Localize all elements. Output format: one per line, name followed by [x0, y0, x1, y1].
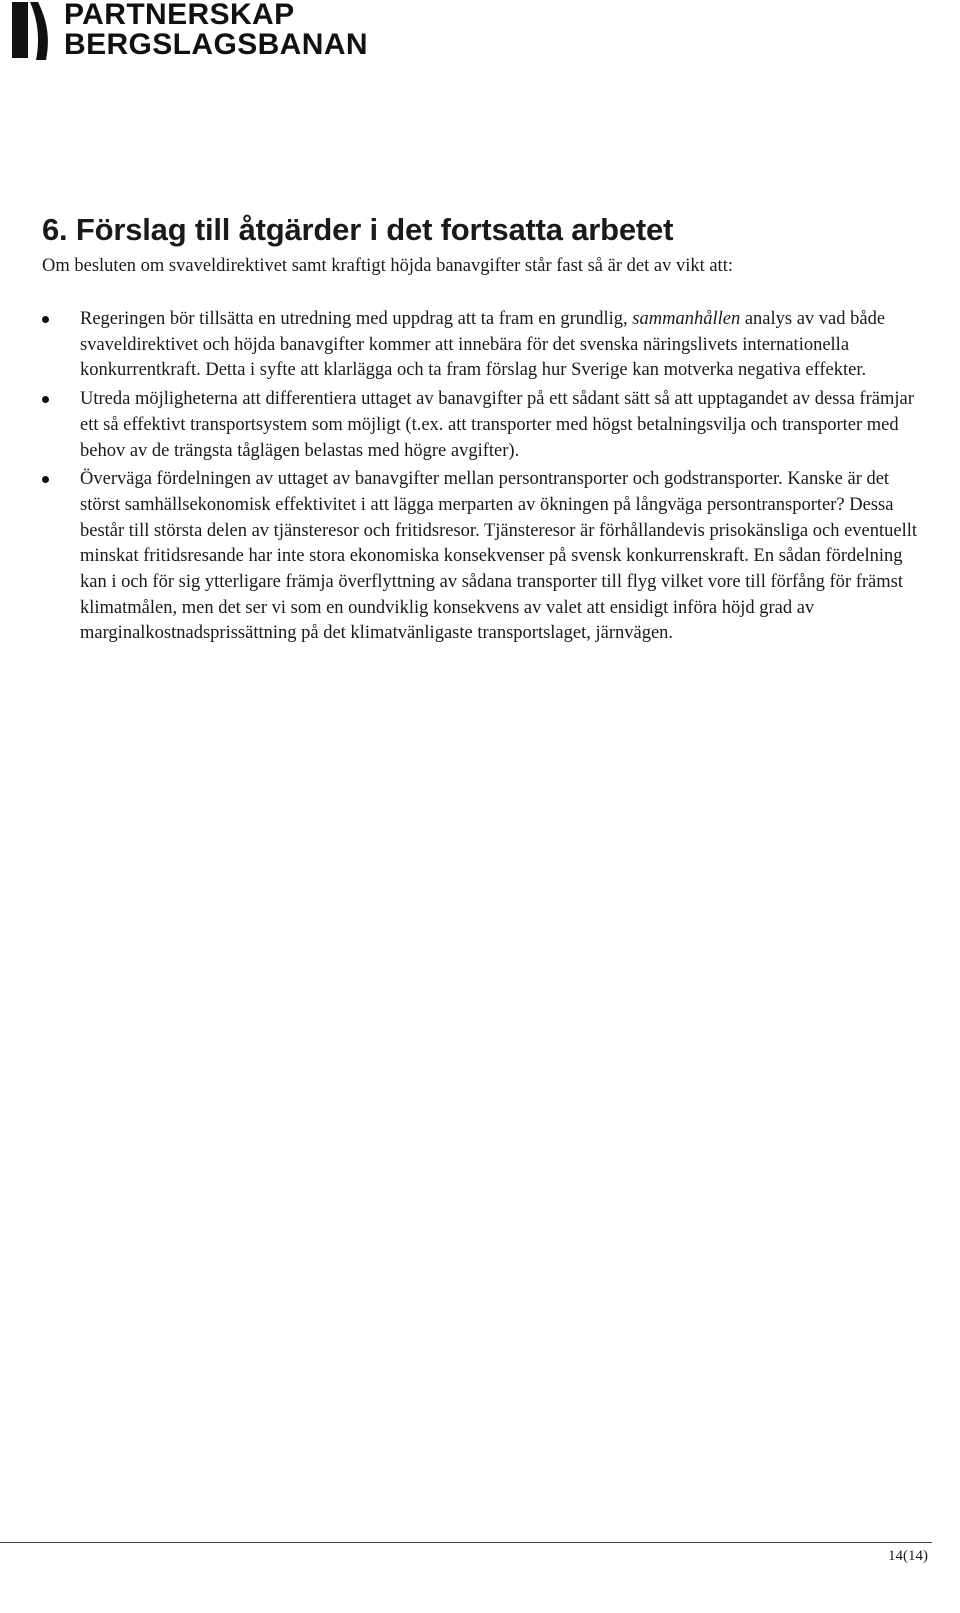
bullet-list: [42, 307, 932, 650]
bullet-item: Utreda möjligheterna att differentiera uttaget av banavgifter på ett sådant sätt så att upptagandet av dessa främjar ett så effektivt transportsystem som möjligt (t.ex. att transporter med högst betalningsvilja och transporter med behov av de trängsta tåglägen belastas med högre avgifter).: [42, 387, 932, 464]
bullet-text-pre: Regeringen bör tillsätta en utredning med uppdrag att ta fram en grundlig,: [80, 309, 633, 329]
intro-paragraph: Om besluten om svaveldirektivet samt kraftigt höjda banavgifter står fast så är det av vikt att:: [42, 256, 733, 276]
logo-text: [64, 0, 368, 60]
bullet-item: Överväga fördelningen av uttaget av banavgifter mellan persontransporter och godstransporter. Kanske är det störst samhällsekonomisk effektivitet i att lägga merparten av ökningen på långväga persontransporter? Dessa består till största delen av tjänsteresor och fritidsresor. Tjänsteresor är förhållandevis prisokänsliga och eventuellt minskat fritidsresande har inte stora ekonomiska konsekvenser på svensk konkurrenskraft. En sådan fördelning kan i och för sig ytterligare främja överflyttning av sådana transporter till flyg vilket vore till förfång för främst klimatmålen, men det ser vi som en oundviklig konsekvens av valet att ensidigt införa höjd grad av marginalkostnadsprissättning på det klimatvänligaste transportslaget, järnvägen.: [42, 467, 932, 647]
footer-divider: [0, 1542, 932, 1543]
logo-line-2: BERGSLAGSBANAN: [64, 28, 368, 61]
bullet-text-post: analys av vad både svaveldirektivet och höjda banavgifter kommer att innebära för det svenska näringslivets internationella konkurrentkraft. Detta i syfte att klarlägga och ta fram förslag hur Sverige kan motverka negativa effekter.: [80, 309, 886, 381]
logo-line-1: PARTNERSKAP: [64, 0, 295, 31]
page-number: 14(14): [888, 1548, 928, 1564]
bullet-emphasis: sammanhållen: [632, 309, 741, 329]
logo: [8, 0, 368, 64]
bullet-item: [42, 307, 932, 384]
partnerskap-logo-mark-icon: [8, 0, 54, 62]
section-heading: 6. Förslag till åtgärder i det fortsatta arbetet: [42, 212, 674, 247]
